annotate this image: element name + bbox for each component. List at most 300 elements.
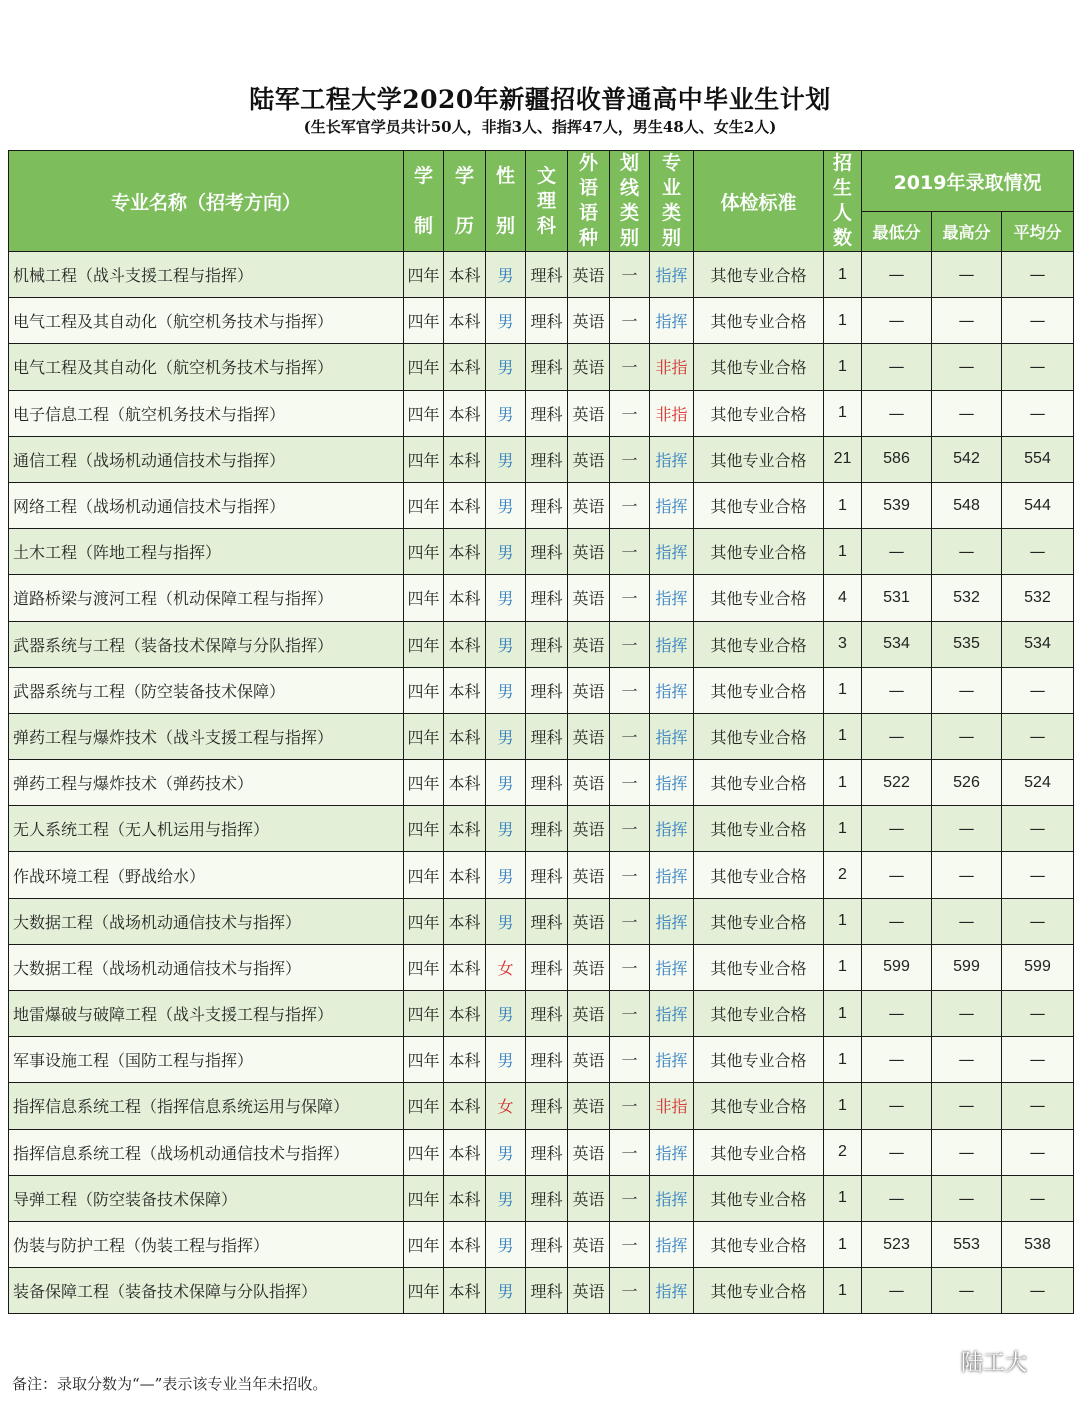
cell-gender: 男 [486, 667, 526, 713]
cell-major-name: 导弹工程（防空装备技术保障） [9, 1175, 404, 1221]
cell-gender: 男 [486, 1268, 526, 1314]
cell-gender: 男 [486, 1129, 526, 1175]
cell-enrollment-count: 1 [824, 1037, 862, 1083]
cell-language: 英语 [568, 667, 610, 713]
cell-min-score: 539 [862, 482, 932, 528]
cell-avg-score: — [1002, 991, 1074, 1037]
cell-line-category: 一 [610, 298, 650, 344]
cell-major-category: 指挥 [650, 575, 694, 621]
cell-physical-standard: 其他专业合格 [694, 898, 824, 944]
cell-line-category: 一 [610, 991, 650, 1037]
cell-max-score: — [932, 1129, 1002, 1175]
cell-physical-standard: 其他专业合格 [694, 436, 824, 482]
cell-min-score: — [862, 806, 932, 852]
cell-gender: 男 [486, 575, 526, 621]
cell-duration: 四年 [404, 529, 444, 575]
cell-major-name: 伪装与防护工程（伪装工程与指挥） [9, 1221, 404, 1267]
cell-duration: 四年 [404, 1129, 444, 1175]
cell-avg-score: — [1002, 898, 1074, 944]
cell-min-score: — [862, 1268, 932, 1314]
cell-physical-standard: 其他专业合格 [694, 1175, 824, 1221]
watermark-text: 陆工大 [961, 1350, 1028, 1376]
cell-major-category: 非指 [650, 1083, 694, 1129]
cell-line-category: 一 [610, 713, 650, 759]
cell-enrollment-count: 2 [824, 1129, 862, 1175]
cell-major-name: 大数据工程（战场机动通信技术与指挥） [9, 944, 404, 990]
cell-gender: 男 [486, 344, 526, 390]
cell-degree: 本科 [444, 991, 486, 1037]
cell-major-category: 指挥 [650, 252, 694, 298]
page-title: 陆军工程大学2020年新疆招收普通高中毕业生计划 [249, 85, 831, 114]
cell-physical-standard: 其他专业合格 [694, 1129, 824, 1175]
cell-language: 英语 [568, 991, 610, 1037]
cell-min-score: — [862, 991, 932, 1037]
cell-min-score: — [862, 1037, 932, 1083]
table-header [9, 151, 1074, 252]
cell-major-name: 网络工程（战场机动通信技术与指挥） [9, 482, 404, 528]
cell-line-category: 一 [610, 575, 650, 621]
cell-degree: 本科 [444, 1129, 486, 1175]
cell-avg-score: — [1002, 667, 1074, 713]
cell-line-category: 一 [610, 390, 650, 436]
cell-major-category: 非指 [650, 390, 694, 436]
cell-physical-standard: 其他专业合格 [694, 760, 824, 806]
table-row [9, 991, 1074, 1037]
cell-duration: 四年 [404, 298, 444, 344]
cell-language: 英语 [568, 713, 610, 759]
cell-major-name: 武器系统与工程（装备技术保障与分队指挥） [9, 621, 404, 667]
cell-avg-score: 524 [1002, 760, 1074, 806]
cell-gender: 男 [486, 713, 526, 759]
cell-language: 英语 [568, 1083, 610, 1129]
cell-min-score: — [862, 252, 932, 298]
cell-min-score: — [862, 1083, 932, 1129]
cell-degree: 本科 [444, 436, 486, 482]
cell-max-score: — [932, 1083, 1002, 1129]
cell-physical-standard: 其他专业合格 [694, 252, 824, 298]
header-language: 外 语 语 种 [568, 151, 610, 252]
cell-gender: 男 [486, 991, 526, 1037]
cell-max-score: — [932, 898, 1002, 944]
cell-gender: 男 [486, 852, 526, 898]
cell-avg-score: — [1002, 1037, 1074, 1083]
cell-duration: 四年 [404, 991, 444, 1037]
cell-subject: 理科 [526, 575, 568, 621]
cell-max-score: — [932, 806, 1002, 852]
cell-avg-score: 538 [1002, 1221, 1074, 1267]
cell-degree: 本科 [444, 529, 486, 575]
cell-min-score: 586 [862, 436, 932, 482]
cell-major-category: 指挥 [650, 991, 694, 1037]
cell-avg-score: — [1002, 1129, 1074, 1175]
cell-duration: 四年 [404, 898, 444, 944]
cell-subject: 理科 [526, 944, 568, 990]
cell-physical-standard: 其他专业合格 [694, 991, 824, 1037]
cell-degree: 本科 [444, 667, 486, 713]
cell-physical-standard: 其他专业合格 [694, 575, 824, 621]
cell-major-name: 通信工程（战场机动通信技术与指挥） [9, 436, 404, 482]
cell-major-name: 机械工程（战斗支援工程与指挥） [9, 252, 404, 298]
cell-avg-score: — [1002, 529, 1074, 575]
cell-physical-standard: 其他专业合格 [694, 944, 824, 990]
header-physical-standard: 体检标准 [694, 151, 824, 252]
cell-enrollment-count: 1 [824, 482, 862, 528]
cell-subject: 理科 [526, 852, 568, 898]
header-min-score: 最低分 [862, 212, 932, 252]
cell-line-category: 一 [610, 529, 650, 575]
cell-major-name: 电气工程及其自动化（航空机务技术与指挥） [9, 298, 404, 344]
cell-language: 英语 [568, 1129, 610, 1175]
cell-avg-score: — [1002, 298, 1074, 344]
cell-major-category: 指挥 [650, 713, 694, 759]
cell-language: 英语 [568, 852, 610, 898]
cell-subject: 理科 [526, 667, 568, 713]
cell-subject: 理科 [526, 344, 568, 390]
cell-subject: 理科 [526, 1268, 568, 1314]
cell-major-category: 指挥 [650, 760, 694, 806]
cell-language: 英语 [568, 898, 610, 944]
table-row [9, 1221, 1074, 1267]
cell-major-name: 弹药工程与爆炸技术（弹药技术） [9, 760, 404, 806]
cell-language: 英语 [568, 575, 610, 621]
cell-enrollment-count: 1 [824, 667, 862, 713]
cell-avg-score: 554 [1002, 436, 1074, 482]
cell-max-score: 526 [932, 760, 1002, 806]
cell-line-category: 一 [610, 1037, 650, 1083]
cell-physical-standard: 其他专业合格 [694, 667, 824, 713]
cell-physical-standard: 其他专业合格 [694, 344, 824, 390]
cell-duration: 四年 [404, 344, 444, 390]
table-row [9, 944, 1074, 990]
cell-min-score: — [862, 852, 932, 898]
cell-line-category: 一 [610, 667, 650, 713]
cell-gender: 男 [486, 621, 526, 667]
cell-degree: 本科 [444, 1268, 486, 1314]
cell-line-category: 一 [610, 1268, 650, 1314]
header-subject: 文 理 科 [526, 151, 568, 252]
cell-max-score: — [932, 1268, 1002, 1314]
cell-enrollment-count: 1 [824, 760, 862, 806]
cell-language: 英语 [568, 621, 610, 667]
cell-duration: 四年 [404, 1175, 444, 1221]
table-row [9, 667, 1074, 713]
cell-enrollment-count: 4 [824, 575, 862, 621]
cell-enrollment-count: 1 [824, 252, 862, 298]
cell-subject: 理科 [526, 1129, 568, 1175]
cell-physical-standard: 其他专业合格 [694, 482, 824, 528]
cell-line-category: 一 [610, 252, 650, 298]
table-row [9, 436, 1074, 482]
cell-line-category: 一 [610, 436, 650, 482]
cell-degree: 本科 [444, 898, 486, 944]
cell-line-category: 一 [610, 852, 650, 898]
cell-major-category: 指挥 [650, 482, 694, 528]
cell-min-score: — [862, 390, 932, 436]
cell-avg-score: — [1002, 713, 1074, 759]
cell-major-name: 指挥信息系统工程（战场机动通信技术与指挥） [9, 1129, 404, 1175]
cell-language: 英语 [568, 1037, 610, 1083]
cell-line-category: 一 [610, 1175, 650, 1221]
cell-subject: 理科 [526, 1175, 568, 1221]
cell-enrollment-count: 1 [824, 1268, 862, 1314]
header-avg-score: 平均分 [1002, 212, 1074, 252]
cell-duration: 四年 [404, 252, 444, 298]
enrollment-plan-table [8, 150, 1074, 1314]
cell-enrollment-count: 1 [824, 1175, 862, 1221]
cell-max-score: — [932, 667, 1002, 713]
cell-min-score: — [862, 344, 932, 390]
cell-major-category: 指挥 [650, 621, 694, 667]
cell-degree: 本科 [444, 344, 486, 390]
cell-min-score: 599 [862, 944, 932, 990]
cell-duration: 四年 [404, 482, 444, 528]
cell-duration: 四年 [404, 1268, 444, 1314]
footnote: 备注：录取分数为“—”表示该专业当年未招收。 [12, 1375, 328, 1393]
cell-max-score: 553 [932, 1221, 1002, 1267]
cell-physical-standard: 其他专业合格 [694, 621, 824, 667]
table-row [9, 575, 1074, 621]
cell-physical-standard: 其他专业合格 [694, 852, 824, 898]
cell-major-category: 指挥 [650, 806, 694, 852]
cell-duration: 四年 [404, 621, 444, 667]
cell-line-category: 一 [610, 1129, 650, 1175]
cell-max-score: — [932, 252, 1002, 298]
cell-degree: 本科 [444, 760, 486, 806]
cell-min-score: — [862, 898, 932, 944]
cell-duration: 四年 [404, 1037, 444, 1083]
cell-duration: 四年 [404, 713, 444, 759]
cell-degree: 本科 [444, 621, 486, 667]
cell-min-score: — [862, 1129, 932, 1175]
cell-subject: 理科 [526, 1221, 568, 1267]
table-row [9, 806, 1074, 852]
cell-avg-score: — [1002, 1175, 1074, 1221]
cell-major-category: 指挥 [650, 852, 694, 898]
table-row [9, 1129, 1074, 1175]
cell-subject: 理科 [526, 482, 568, 528]
cell-avg-score: — [1002, 390, 1074, 436]
cell-min-score: — [862, 298, 932, 344]
cell-language: 英语 [568, 1221, 610, 1267]
header-max-score: 最高分 [932, 212, 1002, 252]
cell-physical-standard: 其他专业合格 [694, 806, 824, 852]
cell-line-category: 一 [610, 944, 650, 990]
cell-enrollment-count: 1 [824, 390, 862, 436]
cell-max-score: 548 [932, 482, 1002, 528]
cell-subject: 理科 [526, 1083, 568, 1129]
cell-enrollment-count: 2 [824, 852, 862, 898]
cell-line-category: 一 [610, 482, 650, 528]
cell-gender: 男 [486, 1175, 526, 1221]
cell-major-name: 道路桥梁与渡河工程（机动保障工程与指挥） [9, 575, 404, 621]
cell-min-score: 523 [862, 1221, 932, 1267]
cell-enrollment-count: 1 [824, 529, 862, 575]
cell-min-score: 534 [862, 621, 932, 667]
cell-major-category: 非指 [650, 344, 694, 390]
cell-enrollment-count: 3 [824, 621, 862, 667]
cell-subject: 理科 [526, 713, 568, 759]
cell-min-score: — [862, 667, 932, 713]
cell-physical-standard: 其他专业合格 [694, 713, 824, 759]
cell-max-score: 535 [932, 621, 1002, 667]
cell-enrollment-count: 1 [824, 944, 862, 990]
cell-gender: 男 [486, 806, 526, 852]
cell-line-category: 一 [610, 344, 650, 390]
cell-physical-standard: 其他专业合格 [694, 1083, 824, 1129]
cell-major-category: 指挥 [650, 944, 694, 990]
table-row [9, 298, 1074, 344]
header-major-name: 专业名称（招考方向） [9, 151, 404, 252]
cell-enrollment-count: 1 [824, 344, 862, 390]
cell-gender: 男 [486, 390, 526, 436]
cell-line-category: 一 [610, 1221, 650, 1267]
cell-gender: 男 [486, 760, 526, 806]
cell-max-score: — [932, 298, 1002, 344]
cell-enrollment-count: 1 [824, 806, 862, 852]
cell-duration: 四年 [404, 390, 444, 436]
cell-gender: 男 [486, 482, 526, 528]
table-row [9, 482, 1074, 528]
cell-subject: 理科 [526, 390, 568, 436]
table-row [9, 529, 1074, 575]
cell-physical-standard: 其他专业合格 [694, 390, 824, 436]
cell-degree: 本科 [444, 1221, 486, 1267]
cell-line-category: 一 [610, 806, 650, 852]
cell-language: 英语 [568, 1268, 610, 1314]
cell-major-category: 指挥 [650, 1037, 694, 1083]
cell-language: 英语 [568, 760, 610, 806]
cell-line-category: 一 [610, 621, 650, 667]
cell-major-name: 弹药工程与爆炸技术（战斗支援工程与指挥） [9, 713, 404, 759]
table-row [9, 390, 1074, 436]
table-body [9, 252, 1074, 1314]
cell-gender: 男 [486, 298, 526, 344]
cell-degree: 本科 [444, 575, 486, 621]
header-major-category: 专 业 类 别 [650, 151, 694, 252]
cell-subject: 理科 [526, 436, 568, 482]
cell-degree: 本科 [444, 252, 486, 298]
cell-major-name: 土木工程（阵地工程与指挥） [9, 529, 404, 575]
cell-max-score: — [932, 390, 1002, 436]
cell-major-category: 指挥 [650, 898, 694, 944]
cell-enrollment-count: 1 [824, 898, 862, 944]
cell-major-category: 指挥 [650, 667, 694, 713]
cell-avg-score: — [1002, 1268, 1074, 1314]
cell-degree: 本科 [444, 1037, 486, 1083]
cell-duration: 四年 [404, 1083, 444, 1129]
cell-max-score: — [932, 991, 1002, 1037]
cell-gender: 女 [486, 944, 526, 990]
cell-subject: 理科 [526, 298, 568, 344]
wechat-icon [925, 1348, 955, 1374]
cell-degree: 本科 [444, 482, 486, 528]
cell-enrollment-count: 1 [824, 991, 862, 1037]
cell-degree: 本科 [444, 1083, 486, 1129]
cell-gender: 男 [486, 1037, 526, 1083]
cell-gender: 女 [486, 1083, 526, 1129]
header-degree: 学 历 [444, 151, 486, 252]
table-row [9, 252, 1074, 298]
table-row [9, 713, 1074, 759]
cell-language: 英语 [568, 344, 610, 390]
cell-line-category: 一 [610, 1083, 650, 1129]
cell-min-score: — [862, 1175, 932, 1221]
cell-major-name: 装备保障工程（装备技术保障与分队指挥） [9, 1268, 404, 1314]
cell-avg-score: — [1002, 852, 1074, 898]
cell-gender: 男 [486, 436, 526, 482]
cell-duration: 四年 [404, 852, 444, 898]
cell-max-score: — [932, 1175, 1002, 1221]
cell-enrollment-count: 1 [824, 713, 862, 759]
table-row [9, 898, 1074, 944]
cell-avg-score: 544 [1002, 482, 1074, 528]
cell-physical-standard: 其他专业合格 [694, 1037, 824, 1083]
cell-avg-score: — [1002, 252, 1074, 298]
cell-subject: 理科 [526, 252, 568, 298]
cell-max-score: 532 [932, 575, 1002, 621]
cell-duration: 四年 [404, 436, 444, 482]
cell-subject: 理科 [526, 1037, 568, 1083]
table-row [9, 760, 1074, 806]
cell-language: 英语 [568, 1175, 610, 1221]
cell-major-name: 指挥信息系统工程（指挥信息系统运用与保障） [9, 1083, 404, 1129]
cell-duration: 四年 [404, 1221, 444, 1267]
cell-subject: 理科 [526, 760, 568, 806]
cell-degree: 本科 [444, 713, 486, 759]
cell-physical-standard: 其他专业合格 [694, 298, 824, 344]
header-enrollment-count: 招 生 人 数 [824, 151, 862, 252]
cell-avg-score: 534 [1002, 621, 1074, 667]
cell-duration: 四年 [404, 944, 444, 990]
cell-max-score: — [932, 852, 1002, 898]
cell-subject: 理科 [526, 991, 568, 1037]
cell-avg-score: — [1002, 344, 1074, 390]
header-duration: 学 制 [404, 151, 444, 252]
cell-max-score: 599 [932, 944, 1002, 990]
table-row [9, 1268, 1074, 1314]
cell-major-name: 大数据工程（战场机动通信技术与指挥） [9, 898, 404, 944]
cell-degree: 本科 [444, 806, 486, 852]
cell-subject: 理科 [526, 806, 568, 852]
cell-subject: 理科 [526, 529, 568, 575]
cell-language: 英语 [568, 436, 610, 482]
cell-major-name: 武器系统与工程（防空装备技术保障） [9, 667, 404, 713]
cell-major-category: 指挥 [650, 529, 694, 575]
cell-gender: 男 [486, 898, 526, 944]
cell-language: 英语 [568, 482, 610, 528]
cell-degree: 本科 [444, 1175, 486, 1221]
cell-max-score: — [932, 713, 1002, 759]
cell-avg-score: — [1002, 806, 1074, 852]
cell-max-score: — [932, 1037, 1002, 1083]
cell-gender: 男 [486, 1221, 526, 1267]
cell-gender: 男 [486, 252, 526, 298]
header-2019-admission: 2019年录取情况 [862, 151, 1074, 212]
cell-max-score: 542 [932, 436, 1002, 482]
cell-subject: 理科 [526, 898, 568, 944]
table-row [9, 621, 1074, 667]
cell-major-name: 电子信息工程（航空机务技术与指挥） [9, 390, 404, 436]
cell-min-score: — [862, 529, 932, 575]
cell-gender: 男 [486, 529, 526, 575]
cell-subject: 理科 [526, 621, 568, 667]
cell-degree: 本科 [444, 298, 486, 344]
cell-language: 英语 [568, 252, 610, 298]
cell-major-category: 指挥 [650, 298, 694, 344]
cell-min-score: — [862, 713, 932, 759]
cell-avg-score: 532 [1002, 575, 1074, 621]
cell-major-name: 军事设施工程（国防工程与指挥） [9, 1037, 404, 1083]
